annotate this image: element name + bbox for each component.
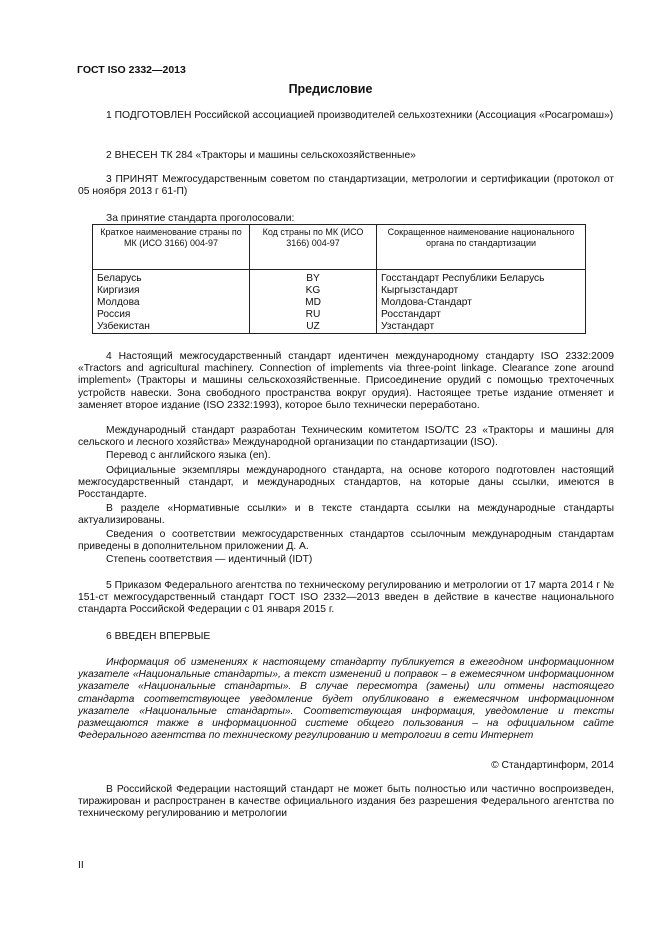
table-row <box>93 321 586 334</box>
paragraph-4-developer: Международный стандарт разработан Техническим комитетом ISO/TC 23 «Тракторы и машины для сельского и лесного хозяйства» Международной организации по стандартизации (ISO). <box>78 425 614 449</box>
column-header: Код страны по МК (ИСО 3166) 004-97 <box>250 225 377 270</box>
paragraph-4-translation: Перевод с английского языка (en). <box>106 450 271 461</box>
legal-notice: В Российской Федерации настоящий стандарт не может быть полностью или частично воспроизведен, тиражирован и распространен в качестве официального издания без разрешения Федерального агентства по техническому регулированию и метрологии <box>78 784 614 820</box>
paragraph-1: 1 ПОДГОТОВЛЕН Российской ассоциацией производителей сельхозтехники (Ассоциация «Росагромаш») <box>106 110 614 121</box>
paragraph-4-references: В разделе «Нормативные ссылки» и в тексте стандарта ссылки на международные стандарты актуализированы. <box>78 503 614 527</box>
table-row <box>93 297 586 309</box>
code-cell: MD <box>250 297 377 309</box>
table-row <box>93 270 586 286</box>
code-cell: UZ <box>250 321 377 334</box>
paragraph-3: 3 ПРИНЯТ Межгосударственным советом по стандартизации, метрологии и сертификации (протокол от 05 ноября 2013 г 61-П) <box>78 174 614 198</box>
code-cell: BY <box>250 270 377 286</box>
code-cell: KG <box>250 285 377 297</box>
column-header: Краткое наименование страны по МК (ИСО 3166) 004-97 <box>93 225 250 270</box>
voting-table <box>92 224 586 334</box>
body-cell: Госстандарт Республики Беларусь <box>377 270 586 286</box>
country-cell: Беларусь <box>93 270 250 286</box>
paragraph-6: 6 ВВЕДЕН ВПЕРВЫЕ <box>106 631 211 642</box>
body-cell: Кыргызстандарт <box>377 285 586 297</box>
changes-info: Информация об изменениях к настоящему стандарту публикуется в ежегодном информационном указателе «Национальные стандарты», а текст изменений и поправок – в ежемесячном информационном указателе «Национальные стандарты». В случае пересмотра (замены) или отмены настоящего стандарта соответствующее уведомление будет опубликовано в ежемесячном информационном указателе «Национальные стандарты». Соответствующая информация, уведомление и тексты размещаются также в информационной системе общего пользования – на официальном сайте Федерального агентства по техническому регулированию и метрологии в сети Интернет <box>78 657 614 742</box>
paragraph-4-correspondence: Сведения о соответствии межгосударственных стандартов ссылочным международным стандартам приведены в дополнительном приложении Д. А. <box>78 529 614 553</box>
page-number: II <box>78 860 84 871</box>
column-header: Сокращенное наименование национального органа по стандартизации <box>377 225 586 270</box>
body-cell: Росстандарт <box>377 309 586 321</box>
paragraph-5: 5 Приказом Федерального агентства по техническому регулированию и метрологии от 17 марта 2014 г № 151-ст межгосударственный стандарт ГОСТ ISO 2332—2013 введен в действие в качестве национального стандарта Российской Федерации с 01 января 2015 г. <box>78 580 614 616</box>
table-row <box>93 285 586 297</box>
document-header: ГОСТ ISO 2332—2013 <box>77 64 186 76</box>
country-cell: Киргизия <box>93 285 250 297</box>
paragraph-4: 4 Настоящий межгосударственный стандарт идентичен международному стандарту ISO 2332:2009 «Tractors and agricultural machinery. Connection of implements via three-point linkage. Clearance zone around implement» (Тракторы и машины сельскохозяйственные. Присоединение орудий с помощью трехточечных устройств навески. Зона свободного пространства вокруг орудия). Настоящее третье издание отменяет и заменяет второе издание (ISO 2332:1993), которое было технически переработано. <box>78 351 614 411</box>
table-header-row <box>93 225 586 270</box>
country-cell: Молдова <box>93 297 250 309</box>
vote-caption: За принятие стандарта проголосовали: <box>106 213 295 224</box>
body-cell: Узстандарт <box>377 321 586 334</box>
country-cell: Узбекистан <box>93 321 250 334</box>
paragraph-4-copies: Официальные экземпляры международного стандарта, на основе которого подготовлен настоящий межгосударственный стандарт, и международных стандартов, на которые даны ссылки, имеются в Росстандарте. <box>78 465 614 501</box>
code-cell: RU <box>250 309 377 321</box>
copyright: © Стандартинформ, 2014 <box>491 760 614 771</box>
country-cell: Россия <box>93 309 250 321</box>
page-title: Предисловие <box>288 82 373 96</box>
paragraph-2: 2 ВНЕСЕН ТК 284 «Тракторы и машины сельскохозяйственные» <box>106 150 416 161</box>
body-cell: Молдова-Стандарт <box>377 297 586 309</box>
table-row <box>93 309 586 321</box>
paragraph-4-degree: Степень соответствия — идентичный (IDT) <box>106 554 313 565</box>
